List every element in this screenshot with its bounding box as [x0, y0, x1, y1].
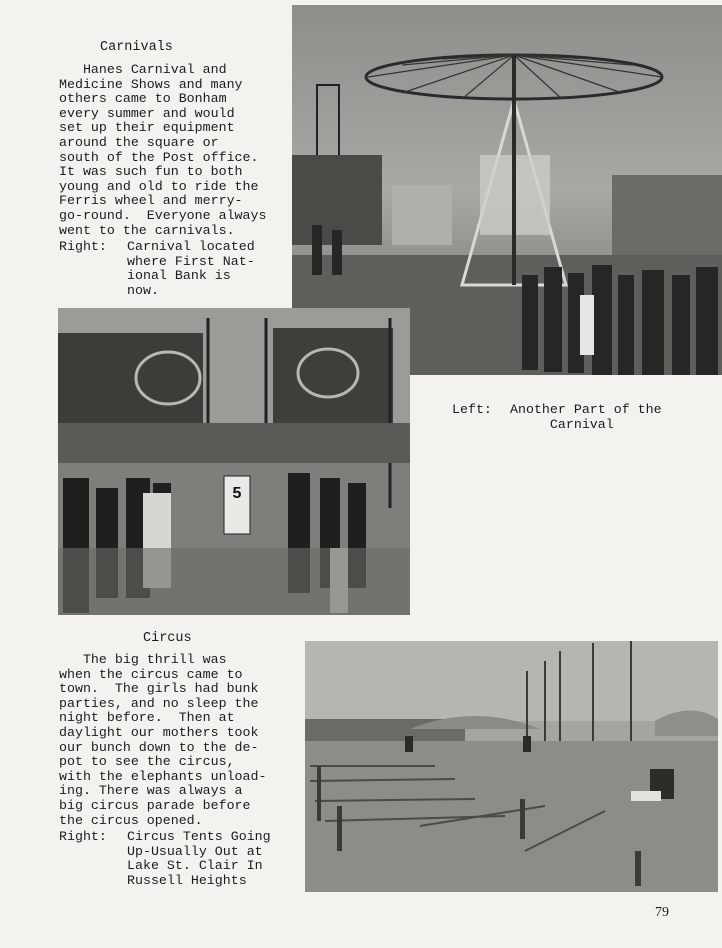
photo-art	[58, 308, 410, 615]
text-line: Lake St. Clair In	[127, 858, 263, 874]
text-line: Russell Heights	[127, 872, 247, 888]
sign-number: 5	[232, 485, 242, 502]
text-line: parties, and no sleep the	[59, 695, 259, 711]
text-line: town. The girls had bunk	[59, 681, 259, 697]
text-line: south of the Post office.	[59, 149, 259, 165]
text-line: where First Nat-	[127, 253, 255, 269]
text-line: daylight our mothers took	[59, 724, 259, 740]
text-line: It was such fun to both	[59, 164, 243, 180]
caption-text	[510, 403, 662, 432]
circus-tents-photo	[305, 641, 718, 892]
text-line: set up their equipment	[59, 120, 235, 136]
text-line: big circus parade before	[59, 797, 251, 813]
text-line: Up-Usually Out at	[127, 843, 263, 859]
text-line: went to the carnivals.	[59, 222, 235, 238]
text-line: go-round. Everyone always	[59, 207, 267, 223]
caption-label: Right:	[59, 239, 107, 254]
text-line: young and old to ride the	[59, 178, 259, 194]
caption-text	[127, 830, 271, 888]
text-line: Another Part of the	[510, 402, 662, 417]
text-line: Circus Tents Going	[127, 829, 271, 844]
text-line: our bunch down to the de-	[59, 739, 259, 755]
text-line: night before. Then at	[59, 710, 235, 726]
text-line: now.	[127, 282, 159, 298]
text-line: around the square or	[59, 134, 219, 150]
text-line: Hanes Carnival and	[59, 62, 227, 77]
text-line: with the elephants unload-	[59, 768, 267, 784]
page-number: 79	[655, 905, 669, 920]
caption-label: Left:	[452, 402, 492, 417]
text-line: Ferris wheel and merry-	[59, 193, 243, 209]
carnivals-heading: Carnivals	[100, 40, 173, 55]
text-line: others came to Bonham	[59, 91, 227, 107]
text-line: every summer and would	[59, 105, 235, 121]
text-line: when the circus came to	[59, 666, 243, 682]
carnivals-paragraph	[59, 63, 266, 238]
text-line: Medicine Shows and many	[59, 76, 243, 92]
text-line: ing. There was always a	[59, 783, 243, 799]
circus-heading: Circus	[143, 631, 192, 646]
circus-paragraph	[59, 653, 266, 828]
caption-label: Right:	[59, 829, 107, 844]
text-line: ional Bank is	[127, 268, 231, 284]
text-line: The big thrill was	[59, 652, 227, 667]
text-line: the circus opened.	[59, 812, 203, 828]
carnival-sideshow-photo	[58, 308, 410, 615]
text-line: Carnival located	[127, 239, 255, 254]
text-line: pot to see the circus,	[59, 754, 235, 770]
photo-art	[305, 641, 718, 892]
text-line: Carnival	[510, 416, 614, 432]
caption-text	[127, 240, 255, 298]
